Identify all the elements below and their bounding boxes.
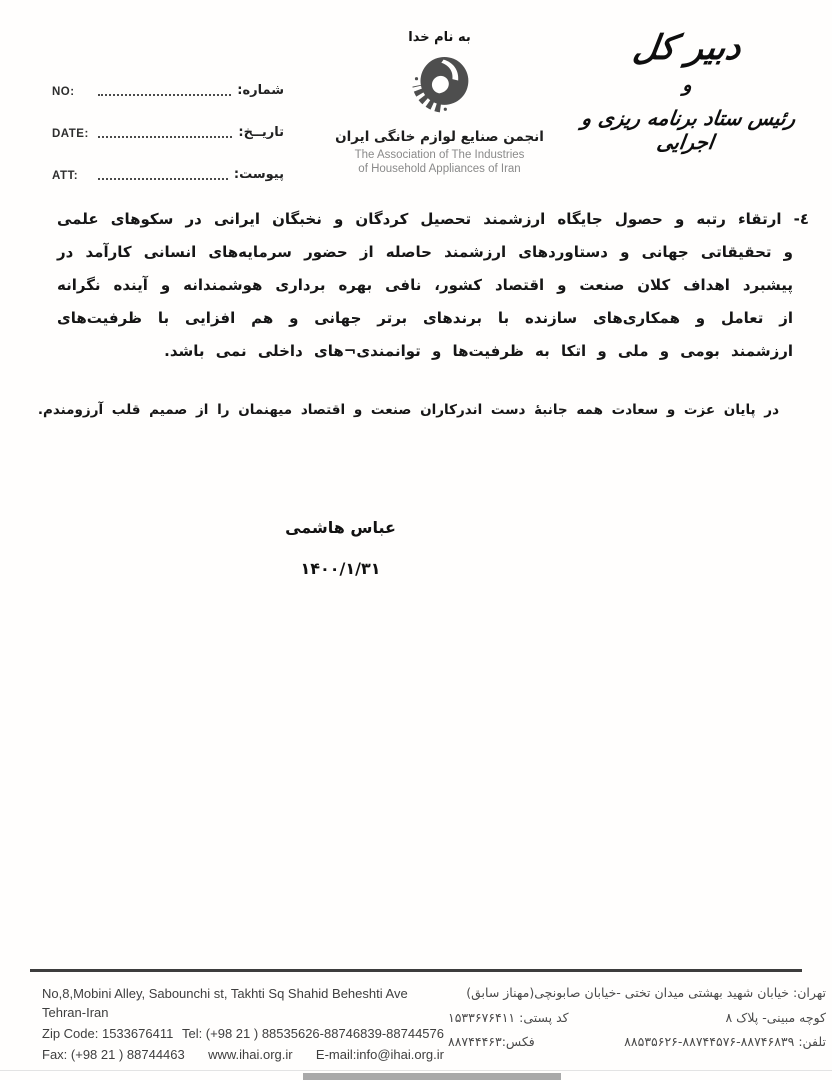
scan-edge-line <box>0 1070 832 1071</box>
footer-fax-fa: فکس:۸۸۷۴۴۴۶۳ <box>448 1034 535 1049</box>
title-and: و <box>682 74 692 96</box>
association-logo-icon <box>400 49 480 127</box>
dotted-leader <box>98 128 232 138</box>
date-label-fa: تاریــخ: <box>238 125 284 140</box>
footer-divider <box>30 969 802 972</box>
dotted-leader <box>98 170 228 180</box>
signature-name: عباس هاشمی <box>285 518 396 537</box>
signature-date: ۱۴۰۰/۱/۳۱ <box>300 559 381 578</box>
reference-fields <box>52 82 284 208</box>
association-logo <box>400 49 480 127</box>
body-paragraph-item4: ٤- ارتقاء رتبه و حصول جایگاه ارزشمند تحصیل کردگان و نخبگان ایرانی در سکوهای علمی و تحقیقاتی جهانی و دستاوردهای ارزشمند حاصله از حضور سرمایه‌های انسانی کارآمد در پیشبرد اهداف کلان صنعت و اقتصاد کشور، نافی بهره برداری هوشمندانه و آینده نگرانه از تعامل و همکاری‌های سازنده با برندهای برتر جهانی و هم افزایی با ظرفیت‌های ارزشمند بومی و ملی و اتکا به ظرفیت‌ها و توانمندی¬های داخلی نمی باشد. <box>57 210 809 360</box>
footer-alley-fa: کوچه مبینی- پلاک ۸ <box>725 1010 826 1025</box>
dotted-leader <box>98 86 231 96</box>
association-name-en <box>322 148 557 176</box>
footer-tel-en: Tel: (+98 21 ) 88535626-88746839-88744576 <box>181 1026 444 1041</box>
date-label-en: DATE: <box>52 128 89 140</box>
footer-fax-en: Fax: (+98 21 ) 88744463 <box>42 1047 185 1062</box>
field-row-attachment <box>52 166 284 182</box>
bismillah-text: به نام خدا <box>408 30 471 45</box>
closing-paragraph: در پایان عزت و سعادت همه جانبهٔ دست اندرکاران صنعت و اقتصاد میهنمان را از صمیم قلب آرزومندم. <box>37 402 779 418</box>
scan-artifact-bar <box>303 1073 561 1080</box>
footer-address-en: No,8,Mobini Alley, Sabounchi st, Takhti Sq Shahid Beheshti Ave <box>42 986 408 1001</box>
footer-zip-code: Zip Code: 1533676411 <box>42 1026 174 1041</box>
footer-city-en: Tehran-Iran <box>42 1005 109 1020</box>
footer-address-fa: تهران: خیابان شهید بهشتی میدان تختی -خیابان صابونچی(مهناز سابق) <box>466 985 826 1000</box>
association-name-en-line2: of Household Appliances of Iran <box>358 163 521 175</box>
footer-website: www.ihai.org.ir <box>208 1047 293 1062</box>
footer-persian <box>448 984 826 1049</box>
title-secretary-general: دبیر کل <box>630 28 744 68</box>
no-label-fa: شماره: <box>237 83 284 98</box>
signatory-title-calligraphy <box>553 28 821 154</box>
footer-tel-fa: تلفن: ۸۸۷۴۶۸۳۹-۸۸۷۴۴۵۷۶-۸۸۵۳۵۶۲۶ <box>624 1034 826 1049</box>
field-row-date <box>52 124 284 140</box>
no-label-en: NO: <box>52 86 75 98</box>
footer-english <box>42 984 444 1064</box>
title-head-of-planning: رئیس ستاد برنامه ریزی و اجرایی <box>580 106 798 154</box>
letterhead-center <box>322 30 557 176</box>
footer-fax-web-row <box>42 1045 444 1064</box>
att-label-en: ATT: <box>52 170 79 182</box>
footer-zip-tel-row <box>42 1024 444 1043</box>
field-row-number <box>52 82 284 98</box>
association-name-fa: انجمن صنایع لوازم خانگی ایران <box>335 129 544 145</box>
footer-tel-fax-row <box>448 1034 826 1049</box>
footer-email: E-mail:info@ihai.org.ir <box>315 1047 444 1062</box>
footer-postal-row <box>448 1010 826 1025</box>
att-label-fa: پیوست: <box>233 167 284 182</box>
association-name-en-line1: The Association of The Industries <box>354 149 525 161</box>
signature-block <box>283 518 398 578</box>
footer-postal-code-fa: کد پستی: ۱۵۳۳۶۷۶۴۱۱ <box>448 1010 569 1025</box>
